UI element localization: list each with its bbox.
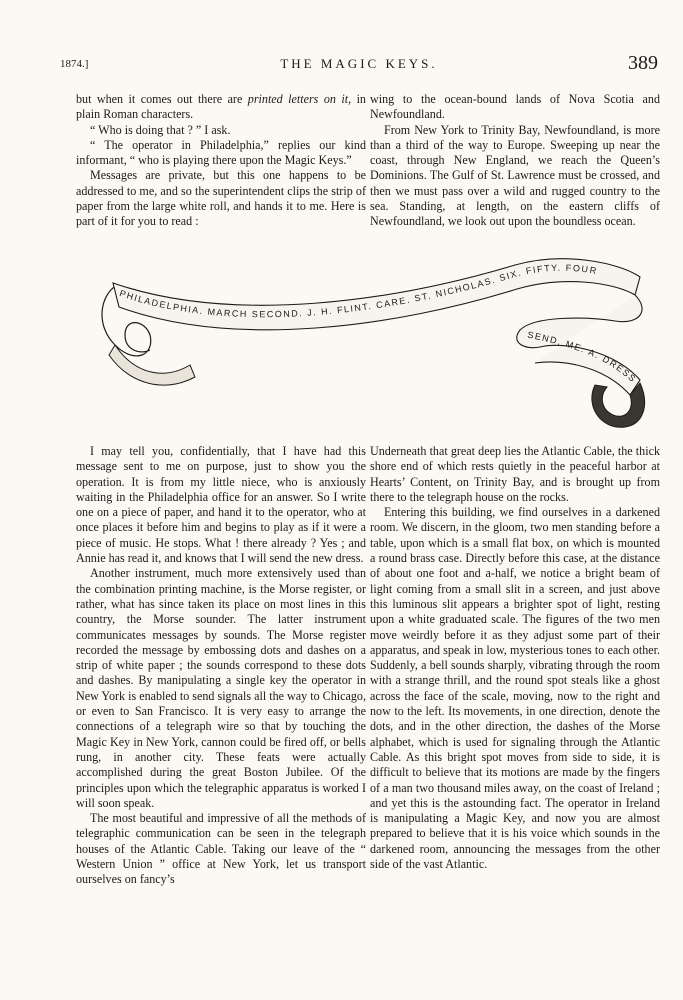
column-top-left bbox=[76, 92, 366, 230]
italic-text: printed letters on it, bbox=[247, 92, 352, 106]
paragraph: I may tell you, confidentially, that I have had this message sent to me on purpose, just to show you the operation. It is from my little niece, who is anxiously waiting in the Philadelphia office for an answer. So I write one on a piece of paper, and hand it to the operator, who at once places it before him and begins to play as if it were a piece of music. He stops. What ! there already ? Yes ; and Annie has read it, and knows that I will send the new dress. bbox=[76, 444, 366, 566]
ribbon-drawing bbox=[95, 255, 655, 435]
text-run: but when it comes out there are bbox=[76, 92, 248, 106]
paragraph: “ The operator in Philadelphia,” replies our kind informant, “ who is playing there upon the Magic Keys.” bbox=[76, 137, 366, 168]
paragraph bbox=[76, 92, 366, 123]
telegraph-tape-illustration bbox=[95, 255, 655, 435]
running-header bbox=[60, 52, 658, 78]
column-bottom-left bbox=[76, 444, 366, 888]
paragraph: “ Who is doing that ? ” I ask. bbox=[90, 122, 231, 137]
paragraph: Entering this building, we find ourselves in a darkened room. We discern, in the gloom, two men standing before a table, upon which is a small flat box, on which is mounted a round brass case. Directly before this case, at the distance of about one foot and a-half, we notice a bright beam of light coming from a small slit in a screen, and just above this luminous slit appears a brighter spot of light, resting upon a white graduated scale. The figures of the two men move weirdly before it as they adjust some part of their apparatus, and speak in low, mysterious tones to each other. Suddenly, a bell sounds sharply, vibrating through the room with a strange thrill, and the round spot steals like a ghost across the face of the scale, moving, now to the right and now to the left. Its movements, in one direction, denote the dots, and in the other direction, the dashes of the Morse alphabet, which is used for signaling through the Atlantic Cable. As this bright spot moves from side to side, it is difficult to believe that its motions are made by the fingers of a man two thousand miles away, on the coast of Ireland ; and yet this is the astounding fact. The operator in Ireland is manipulating a Magic Key, and now you are almost prepared to believe that it is his voice which sounds in the darkened room, announcing the messages from the other side of the vast Atlantic. bbox=[370, 505, 660, 872]
ribbon-text-1: PHILADELPHIA. MARCH SECOND. J. H. FLINT. CARE. ST. NICHOLAS. SIX. FIFTY. FOUR bbox=[118, 262, 599, 320]
ribbon-message-1 bbox=[118, 263, 598, 320]
page-number: 389 bbox=[628, 52, 658, 74]
column-bottom-right bbox=[370, 444, 660, 872]
paragraph: Another instrument, much more extensively used than the combination printing machine, is the Morse register, or rather, what has since taken its place on most lines in this country, the Morse sounder. The latter instrument communicates messages by sounds. The Morse register recorded the message by embossing dots and dashes on a strip of white paper ; the sounds correspond to these dots and dashes. By manipulating a single key the operator in New York is enabled to send signals all the way to Chicago, or even to San Francisco. It is very easy to arrange the connections of a telegraph wire so that by touching the Magic Key in New York, cannon could be fired off, or bells rung, in another city. These feats were actually accomplished during the great Boston Jubilee. Of the principles upon which the telegraphic apparatus is worked I will soon speak. bbox=[76, 566, 366, 810]
ribbon-text-2: SEND. ME. A. DRESS bbox=[526, 329, 639, 385]
header-year: 1874.] bbox=[60, 58, 89, 70]
paragraph: From New York to Trinity Bay, Newfoundland, is more than a third of the way to Europe. Sweeping up near the coast, through New England, we reach the Queen’s Dominions. The Gulf of St. Lawrence must be crossed, and then we must pass over a wild and rugged country to the sea. Standing, at length, on the eastern cliffs of Newfoundland, we look out upon the boundless ocean. bbox=[370, 122, 660, 229]
paragraph: Underneath that great deep lies the Atlantic Cable, the thick shore end of which rests quietly in the peaceful harbor at Hearts’ Content, on Trinity Bay, and is brought up from there to the telegraph house on the rocks. bbox=[370, 444, 660, 504]
ribbon-right-end bbox=[592, 383, 645, 427]
paragraph: The most beautiful and impressive of all the methods of telegraphic communication can be seen in the telegraph houses of the Atlantic Cable. Taking our leave of the “ Western Union ” office at New York, let us transport ourselves on fancy’s bbox=[76, 811, 366, 887]
paragraph: Messages are private, but this one happens to be addressed to me, and so the superintendent clips the strip of paper from the large white roll, and hands it to me. Here is part of it for you to read : bbox=[76, 168, 366, 229]
header-title: THE MAGIC KEYS. bbox=[280, 56, 438, 71]
text-run: in plain Roman characters. bbox=[76, 92, 366, 122]
column-top-right bbox=[370, 92, 660, 230]
paragraph: wing to the ocean-bound lands of Nova Scotia and Newfoundland. bbox=[370, 92, 660, 122]
